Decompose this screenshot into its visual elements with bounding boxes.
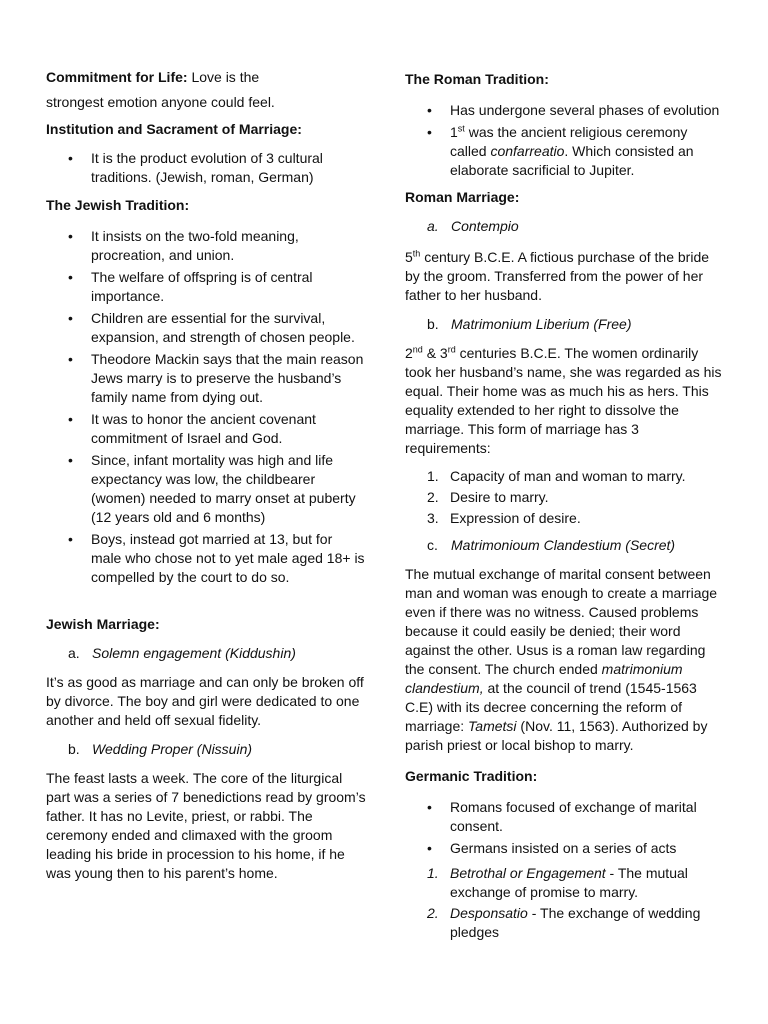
roman-subsection-b-text	[405, 344, 727, 458]
list-item: • Germans insisted on a series of acts	[405, 839, 727, 858]
institution-heading: Institution and Sacrament of Marriage:	[46, 121, 302, 137]
list-item: • It is the product evolution of 3 cultural traditions. (Jewish, roman, German)	[46, 149, 366, 187]
list-item: • Theodore Mackin says that the main reason Jews marry is to preserve the husband’s family name from dying out.	[46, 350, 366, 407]
germanic-steps-list	[405, 864, 727, 942]
ordinal-number: 5	[405, 249, 413, 265]
germanic-list	[405, 798, 727, 858]
text-run: The mutual exchange of marital consent between man and woman was enough to create a marriage even if there was no witness. Caused problems because it could easily be denied; their word against the other. Usus is a roman law regarding the consent. The church ended	[405, 566, 718, 677]
institution-list	[46, 149, 366, 187]
step-term: Betrothal or Engagement	[450, 865, 606, 881]
text-run: centuries B.C.E. The women ordinarily took her husband’s name, she was regarded as his equal. Their home was as much his as hers. This equality extended to her right to dissolve the marriage. This form of marriage has 3 requirements:	[405, 345, 722, 456]
subsection-b-text: The feast lasts a week. The core of the liturgical part was a series of 7 benedictions read by groom’s father. It has no Levite, priest, or rabbi. The ceremony ended and climaxed with the groom leading his bride in procession to his home, if he was young then to his parent’s home.	[46, 770, 366, 881]
subsection-a-title	[46, 644, 366, 663]
subsection-title: Solemn engagement (Kiddushin)	[92, 645, 296, 661]
subsection-b-title	[46, 740, 366, 759]
step-text: - The exchange of wedding pledges	[450, 905, 701, 940]
roman-marriage-heading: Roman Marriage:	[405, 189, 520, 205]
jewish-tradition-heading: The Jewish Tradition:	[46, 197, 190, 213]
list-item	[405, 864, 727, 902]
list-item: • Since, infant mortality was high and life expectancy was low, the childbearer (women) needed to marry onset at puberty (12 years old and 6 months)	[46, 451, 366, 527]
list-item	[405, 904, 727, 942]
ordinal-suffix: st	[457, 123, 465, 134]
ordinal-number: 2	[405, 345, 413, 361]
intro-rest: Love is the	[187, 69, 260, 85]
subsection-marker: b.	[427, 316, 439, 332]
requirements-list	[405, 467, 727, 528]
subsection-marker: a.	[68, 645, 80, 661]
subsection-a-text: It’s as good as marriage and can only be broken off by divorce. The boy and girl were dedicated to one another and held off sexual fidelity.	[46, 674, 364, 728]
list-text: Expression of desire.	[450, 510, 581, 526]
list-item	[405, 467, 727, 486]
ordinal-suffix: nd	[412, 344, 423, 355]
text-run: at the council of trend (1545-1563 C.E) with its decree concerning the reform of marriage:	[405, 680, 697, 734]
latin-term: matrimonium clandestium,	[405, 661, 683, 696]
subsection-title: Matrimonioum Clandestium (Secret)	[451, 537, 676, 553]
text-run: . Which consisted an elaborate sacrificial to Jupiter.	[450, 143, 694, 178]
intro-line-2: strongest emotion anyone could feel.	[46, 94, 275, 110]
subsection-marker: c.	[427, 537, 438, 553]
subsection-title: Wedding Proper (Nissuin)	[92, 741, 253, 757]
subsection-marker: b.	[68, 741, 80, 757]
step-text: - The mutual exchange of promise to marry.	[450, 865, 688, 900]
subsection-title: Matrimonium Liberium (Free)	[451, 316, 632, 332]
list-item	[405, 488, 727, 507]
latin-term: confarreatio	[490, 143, 565, 159]
roman-subsection-b-title	[405, 315, 727, 334]
intro-lead: Commitment for Life:	[46, 69, 188, 85]
roman-tradition-heading: The Roman Tradition:	[405, 71, 549, 87]
list-item: • It was to honor the ancient covenant commitment of Israel and God.	[46, 410, 366, 448]
ordinal-suffix: rd	[447, 344, 456, 355]
roman-subsection-a-title	[405, 217, 727, 236]
list-item: • Boys, instead got married at 13, but for male who chose not to yet male aged 18+ is compelled by the court to do so.	[46, 530, 366, 587]
left-column	[46, 68, 366, 883]
roman-subsection-c-title	[405, 536, 727, 555]
intro-paragraph	[46, 68, 366, 87]
roman-subsection-a-text	[405, 248, 727, 305]
jewish-marriage-heading: Jewish Marriage:	[46, 616, 160, 632]
ordinal-number: 1	[450, 124, 458, 140]
list-item	[405, 123, 727, 180]
list-text: Desire to marry.	[450, 489, 549, 505]
text-run: was the ancient religious ceremony called	[450, 124, 688, 159]
text-run: century B.C.E. A fictious purchase of the bride by the groom. Transferred from the power of her father to her husband.	[405, 249, 710, 303]
latin-term: Tametsi	[468, 718, 517, 734]
step-term: Desponsatio	[450, 905, 528, 921]
subsection-marker: a.	[427, 218, 439, 234]
list-number: 1.	[427, 468, 439, 484]
text-run: (Nov. 11, 1563). Authorized by parish priest or local bishop to marry.	[405, 718, 708, 753]
list-number: 3.	[427, 510, 439, 526]
text-run: & 3	[422, 345, 448, 361]
list-text: Capacity of man and woman to marry.	[450, 468, 686, 484]
roman-tradition-list	[405, 101, 727, 180]
right-column	[405, 70, 727, 944]
list-item: • Romans focused of exchange of marital consent.	[405, 798, 727, 836]
list-item: • It insists on the two-fold meaning, procreation, and union.	[46, 227, 366, 265]
subsection-title: Contempio	[451, 218, 519, 234]
ordinal-suffix: th	[412, 248, 421, 259]
list-item: • Children are essential for the survival, expansion, and strength of chosen people.	[46, 309, 366, 347]
roman-subsection-c-text	[405, 565, 727, 755]
list-number: 1.	[427, 865, 439, 881]
list-number: 2.	[427, 905, 439, 921]
germanic-tradition-heading: Germanic Tradition:	[405, 768, 538, 784]
list-number: 2.	[427, 489, 439, 505]
jewish-tradition-list	[46, 227, 366, 587]
list-item	[405, 509, 727, 528]
list-item: • The welfare of offspring is of central importance.	[46, 268, 366, 306]
list-item: • Has undergone several phases of evolution	[405, 101, 727, 120]
